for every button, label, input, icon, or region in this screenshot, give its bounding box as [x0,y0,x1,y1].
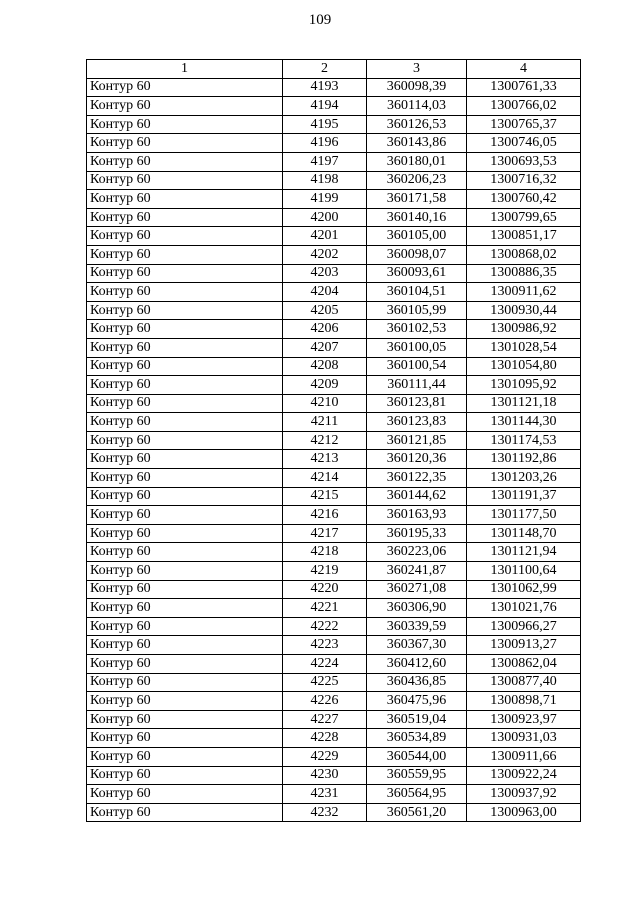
point-number-cell: 4212 [283,431,367,450]
y-coordinate-cell: 1301095,92 [467,376,581,395]
x-coordinate-cell: 360102,53 [367,320,467,339]
y-coordinate-cell: 1300746,05 [467,134,581,153]
table-row [87,747,581,766]
table-row [87,208,581,227]
contour-name-cell: Контур 60 [87,227,283,246]
contour-name-cell: Контур 60 [87,190,283,209]
x-coordinate-cell: 360121,85 [367,431,467,450]
x-coordinate-cell: 360436,85 [367,673,467,692]
point-number-cell: 4223 [283,636,367,655]
table-row [87,78,581,97]
x-coordinate-cell: 360180,01 [367,152,467,171]
point-number-cell: 4215 [283,487,367,506]
contour-name-cell: Контур 60 [87,320,283,339]
header-row [87,60,581,79]
contour-name-cell: Контур 60 [87,394,283,413]
table-row [87,636,581,655]
y-coordinate-cell: 1300986,92 [467,320,581,339]
table-row [87,190,581,209]
header-cell-1: 1 [87,60,283,79]
contour-name-cell: Контур 60 [87,487,283,506]
table-row [87,357,581,376]
y-coordinate-cell: 1301177,50 [467,506,581,525]
point-number-cell: 4211 [283,413,367,432]
table-row [87,283,581,302]
contour-name-cell: Контур 60 [87,301,283,320]
y-coordinate-cell: 1300716,32 [467,171,581,190]
y-coordinate-cell: 1300937,92 [467,785,581,804]
point-number-cell: 4213 [283,450,367,469]
x-coordinate-cell: 360104,51 [367,283,467,302]
point-number-cell: 4228 [283,729,367,748]
y-coordinate-cell: 1300931,03 [467,729,581,748]
x-coordinate-cell: 360123,81 [367,394,467,413]
y-coordinate-cell: 1300913,27 [467,636,581,655]
x-coordinate-cell: 360105,99 [367,301,467,320]
contour-name-cell: Контур 60 [87,803,283,822]
contour-name-cell: Контур 60 [87,785,283,804]
x-coordinate-cell: 360412,60 [367,655,467,674]
y-coordinate-cell: 1301148,70 [467,524,581,543]
x-coordinate-cell: 360544,00 [367,747,467,766]
contour-name-cell: Контур 60 [87,283,283,302]
point-number-cell: 4209 [283,376,367,395]
contour-name-cell: Контур 60 [87,543,283,562]
table-row [87,543,581,562]
point-number-cell: 4198 [283,171,367,190]
page-number: 109 [308,12,332,28]
y-coordinate-cell: 1301144,30 [467,413,581,432]
table-row [87,301,581,320]
contour-name-cell: Контур 60 [87,729,283,748]
table-row [87,264,581,283]
contour-name-cell: Контур 60 [87,115,283,134]
table-row [87,227,581,246]
x-coordinate-cell: 360098,07 [367,245,467,264]
point-number-cell: 4208 [283,357,367,376]
x-coordinate-cell: 360475,96 [367,692,467,711]
y-coordinate-cell: 1300923,97 [467,710,581,729]
x-coordinate-cell: 360171,58 [367,190,467,209]
x-coordinate-cell: 360100,05 [367,338,467,357]
point-number-cell: 4225 [283,673,367,692]
point-number-cell: 4202 [283,245,367,264]
x-coordinate-cell: 360122,35 [367,469,467,488]
y-coordinate-cell: 1301121,18 [467,394,581,413]
table-row [87,524,581,543]
table-row [87,320,581,339]
table-row [87,487,581,506]
point-number-cell: 4205 [283,301,367,320]
x-coordinate-cell: 360561,20 [367,803,467,822]
point-number-cell: 4197 [283,152,367,171]
table-row [87,469,581,488]
contour-name-cell: Контур 60 [87,692,283,711]
y-coordinate-cell: 1300911,62 [467,283,581,302]
table-row [87,803,581,822]
table-row [87,617,581,636]
y-coordinate-cell: 1300761,33 [467,78,581,97]
point-number-cell: 4214 [283,469,367,488]
y-coordinate-cell: 1300877,40 [467,673,581,692]
x-coordinate-cell: 360206,23 [367,171,467,190]
contour-name-cell: Контур 60 [87,580,283,599]
y-coordinate-cell: 1300868,02 [467,245,581,264]
point-number-cell: 4226 [283,692,367,711]
x-coordinate-cell: 360120,36 [367,450,467,469]
table-row [87,562,581,581]
x-coordinate-cell: 360534,89 [367,729,467,748]
x-coordinate-cell: 360093,61 [367,264,467,283]
contour-name-cell: Контур 60 [87,431,283,450]
contour-name-cell: Контур 60 [87,655,283,674]
point-number-cell: 4217 [283,524,367,543]
table-row [87,152,581,171]
table-row [87,115,581,134]
point-number-cell: 4204 [283,283,367,302]
header-cell-3: 3 [367,60,467,79]
x-coordinate-cell: 360195,33 [367,524,467,543]
x-coordinate-cell: 360339,59 [367,617,467,636]
contour-name-cell: Контур 60 [87,450,283,469]
y-coordinate-cell: 1300963,00 [467,803,581,822]
contour-name-cell: Контур 60 [87,208,283,227]
header-cell-4: 4 [467,60,581,79]
y-coordinate-cell: 1300922,24 [467,766,581,785]
contour-name-cell: Контур 60 [87,338,283,357]
y-coordinate-cell: 1300693,53 [467,152,581,171]
x-coordinate-cell: 360140,16 [367,208,467,227]
contour-name-cell: Контур 60 [87,562,283,581]
contour-name-cell: Контур 60 [87,599,283,618]
table-row [87,245,581,264]
table-row [87,376,581,395]
contour-name-cell: Контур 60 [87,413,283,432]
table-row [87,599,581,618]
contour-name-cell: Контур 60 [87,469,283,488]
x-coordinate-cell: 360144,62 [367,487,467,506]
table-row [87,692,581,711]
y-coordinate-cell: 1301062,99 [467,580,581,599]
x-coordinate-cell: 360163,93 [367,506,467,525]
x-coordinate-cell: 360306,90 [367,599,467,618]
point-number-cell: 4193 [283,78,367,97]
contour-name-cell: Контур 60 [87,747,283,766]
contour-name-cell: Контур 60 [87,376,283,395]
table-body [87,78,581,822]
contour-name-cell: Контур 60 [87,152,283,171]
y-coordinate-cell: 1301121,94 [467,543,581,562]
y-coordinate-cell: 1300930,44 [467,301,581,320]
x-coordinate-cell: 360123,83 [367,413,467,432]
y-coordinate-cell: 1301191,37 [467,487,581,506]
table-row [87,97,581,116]
table-row [87,673,581,692]
point-number-cell: 4194 [283,97,367,116]
point-number-cell: 4231 [283,785,367,804]
x-coordinate-cell: 360223,06 [367,543,467,562]
x-coordinate-cell: 360143,86 [367,134,467,153]
x-coordinate-cell: 360098,39 [367,78,467,97]
point-number-cell: 4207 [283,338,367,357]
table-header [87,60,581,79]
y-coordinate-cell: 1300766,02 [467,97,581,116]
table-row [87,431,581,450]
table-row [87,171,581,190]
x-coordinate-cell: 360114,03 [367,97,467,116]
y-coordinate-cell: 1300765,37 [467,115,581,134]
x-coordinate-cell: 360241,87 [367,562,467,581]
contour-name-cell: Контур 60 [87,357,283,376]
point-number-cell: 4199 [283,190,367,209]
point-number-cell: 4232 [283,803,367,822]
contour-name-cell: Контур 60 [87,524,283,543]
point-number-cell: 4221 [283,599,367,618]
point-number-cell: 4206 [283,320,367,339]
table-row [87,394,581,413]
coordinates-table [86,59,581,822]
contour-name-cell: Контур 60 [87,264,283,283]
contour-name-cell: Контур 60 [87,171,283,190]
contour-name-cell: Контур 60 [87,636,283,655]
y-coordinate-cell: 1301028,54 [467,338,581,357]
point-number-cell: 4227 [283,710,367,729]
table-row [87,766,581,785]
y-coordinate-cell: 1300911,66 [467,747,581,766]
x-coordinate-cell: 360111,44 [367,376,467,395]
point-number-cell: 4196 [283,134,367,153]
x-coordinate-cell: 360367,30 [367,636,467,655]
y-coordinate-cell: 1301054,80 [467,357,581,376]
table-row [87,785,581,804]
x-coordinate-cell: 360105,00 [367,227,467,246]
header-cell-2: 2 [283,60,367,79]
point-number-cell: 4224 [283,655,367,674]
contour-name-cell: Контур 60 [87,617,283,636]
contour-name-cell: Контур 60 [87,506,283,525]
x-coordinate-cell: 360519,04 [367,710,467,729]
contour-name-cell: Контур 60 [87,766,283,785]
point-number-cell: 4203 [283,264,367,283]
point-number-cell: 4195 [283,115,367,134]
table-row [87,413,581,432]
table-row [87,655,581,674]
table-row [87,729,581,748]
y-coordinate-cell: 1300966,27 [467,617,581,636]
contour-name-cell: Контур 60 [87,97,283,116]
point-number-cell: 4210 [283,394,367,413]
y-coordinate-cell: 1300898,71 [467,692,581,711]
point-number-cell: 4216 [283,506,367,525]
x-coordinate-cell: 360271,08 [367,580,467,599]
point-number-cell: 4220 [283,580,367,599]
point-number-cell: 4222 [283,617,367,636]
y-coordinate-cell: 1301100,64 [467,562,581,581]
y-coordinate-cell: 1301203,26 [467,469,581,488]
table-row [87,580,581,599]
contour-name-cell: Контур 60 [87,134,283,153]
contour-name-cell: Контур 60 [87,673,283,692]
contour-name-cell: Контур 60 [87,78,283,97]
point-number-cell: 4201 [283,227,367,246]
y-coordinate-cell: 1300760,42 [467,190,581,209]
y-coordinate-cell: 1301174,53 [467,431,581,450]
point-number-cell: 4229 [283,747,367,766]
x-coordinate-cell: 360564,95 [367,785,467,804]
x-coordinate-cell: 360100,54 [367,357,467,376]
x-coordinate-cell: 360559,95 [367,766,467,785]
table-row [87,134,581,153]
table-row [87,450,581,469]
table-row [87,338,581,357]
table-row [87,506,581,525]
y-coordinate-cell: 1301192,86 [467,450,581,469]
point-number-cell: 4218 [283,543,367,562]
contour-name-cell: Контур 60 [87,710,283,729]
point-number-cell: 4230 [283,766,367,785]
y-coordinate-cell: 1300862,04 [467,655,581,674]
point-number-cell: 4219 [283,562,367,581]
x-coordinate-cell: 360126,53 [367,115,467,134]
contour-name-cell: Контур 60 [87,245,283,264]
table-row [87,710,581,729]
y-coordinate-cell: 1301021,76 [467,599,581,618]
point-number-cell: 4200 [283,208,367,227]
y-coordinate-cell: 1300886,35 [467,264,581,283]
y-coordinate-cell: 1300799,65 [467,208,581,227]
y-coordinate-cell: 1300851,17 [467,227,581,246]
